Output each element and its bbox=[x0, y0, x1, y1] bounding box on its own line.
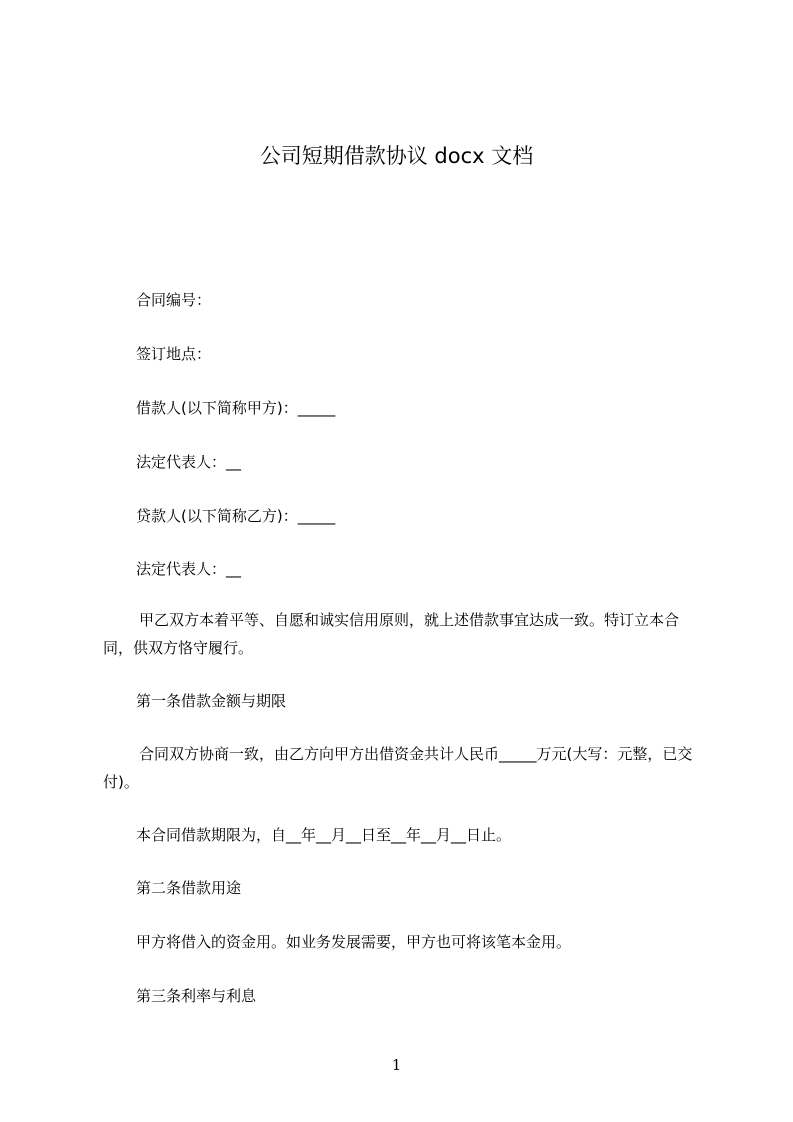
article-1-amount-text: 合同双方协商一致，由乙方向甲方出借资金共计人民币_____万元(大写：元整，已交付)。 bbox=[103, 745, 693, 791]
borrower-representative-line: 法定代表人：__ bbox=[136, 453, 242, 471]
article-2-heading: 第二条借款用途 bbox=[136, 879, 242, 897]
article-1-amount-paragraph bbox=[103, 740, 703, 796]
intro-text: 甲乙双方本着平等、自愿和诚实信用原则，就上述借款事宜达成一致。特订立本合同，供双方恪守履行。 bbox=[103, 611, 680, 657]
lender-line: 贷款人(以下简称乙方)：_____ bbox=[136, 507, 336, 525]
article-1-heading: 第一条借款金额与期限 bbox=[136, 692, 287, 710]
article-1-term-line: 本合同借款期限为，自__年__月__日至__年__月__日止。 bbox=[136, 826, 512, 844]
borrower-line: 借款人(以下简称甲方)：_____ bbox=[136, 399, 336, 417]
sign-place-line: 签订地点： bbox=[136, 345, 212, 363]
contract-number-line: 合同编号： bbox=[136, 291, 212, 309]
article-3-heading: 第三条利率与利息 bbox=[136, 987, 257, 1005]
intro-paragraph bbox=[103, 606, 703, 662]
lender-representative-line: 法定代表人：__ bbox=[136, 560, 242, 578]
page-number: 1 bbox=[391, 1056, 402, 1074]
document-title: 公司短期借款协议 docx 文档 bbox=[259, 144, 534, 168]
article-2-text: 甲方将借入的资金用。如业务发展需要，甲方也可将该笔本金用。 bbox=[136, 933, 572, 951]
